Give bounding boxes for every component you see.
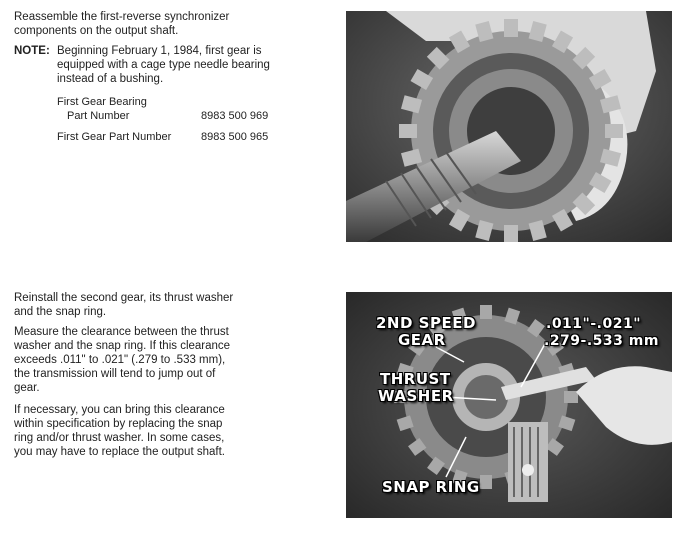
bearing-label-line2: Part Number bbox=[67, 110, 130, 122]
note-line: instead of a bushing. bbox=[57, 73, 164, 85]
callout-clearance-inches: .011"-.021" bbox=[546, 316, 641, 332]
bearing-label-line1: First Gear Bearing bbox=[57, 96, 147, 108]
replace-line: If necessary, you can bring this clearance bbox=[14, 404, 225, 416]
reinstall-paragraph bbox=[14, 291, 314, 319]
replace-line: you may have to replace the output shaft. bbox=[14, 446, 225, 458]
note-line: Beginning February 1, 1984, first gear is bbox=[57, 45, 262, 57]
intro-line: Reassemble the first-reverse synchronizer bbox=[14, 11, 230, 23]
measure-line: washer and the snap ring. If this clearance bbox=[14, 340, 231, 352]
callout-snap-ring: SNAP RING bbox=[382, 478, 480, 496]
replace-line: within specification by replacing the snap bbox=[14, 418, 223, 430]
measure-line: the transmission will tend to jump out of bbox=[14, 368, 216, 380]
reinstall-line: and the snap ring. bbox=[14, 306, 107, 318]
intro-paragraph bbox=[14, 10, 314, 38]
callout-second-speed: 2ND SPEED bbox=[376, 314, 476, 332]
measure-line: gear. bbox=[14, 382, 40, 394]
reinstall-line: Reinstall the second gear, its thrust washer bbox=[14, 292, 234, 304]
bearing-part-number: 8983 500 969 bbox=[201, 110, 269, 122]
measure-line: exceeds .011" to .021" (.279 to .533 mm), bbox=[14, 354, 226, 366]
note-line: equipped with a cage type needle bearing bbox=[57, 59, 270, 71]
callout-clearance-mm: .279-.533 mm bbox=[544, 333, 659, 349]
gear-label: First Gear Part Number bbox=[57, 131, 172, 143]
measure-paragraph bbox=[14, 325, 314, 395]
photo-synchronizer-assembly bbox=[346, 11, 672, 242]
photo-clearance-measurement bbox=[346, 292, 672, 518]
synchronizer-illustration bbox=[346, 11, 672, 242]
note-text bbox=[57, 44, 297, 86]
intro-line: components on the output shaft. bbox=[14, 25, 179, 37]
measure-line: Measure the clearance between the thrust bbox=[14, 326, 229, 338]
callout-gear: GEAR bbox=[398, 331, 446, 349]
note-label: NOTE: bbox=[14, 45, 50, 57]
gear-part-number: 8983 500 965 bbox=[201, 131, 269, 143]
callout-washer: WASHER bbox=[378, 387, 454, 405]
replace-line: ring and/or thrust washer. In some cases, bbox=[14, 432, 225, 444]
replace-paragraph bbox=[14, 403, 314, 459]
callout-thrust: THRUST bbox=[380, 370, 451, 388]
